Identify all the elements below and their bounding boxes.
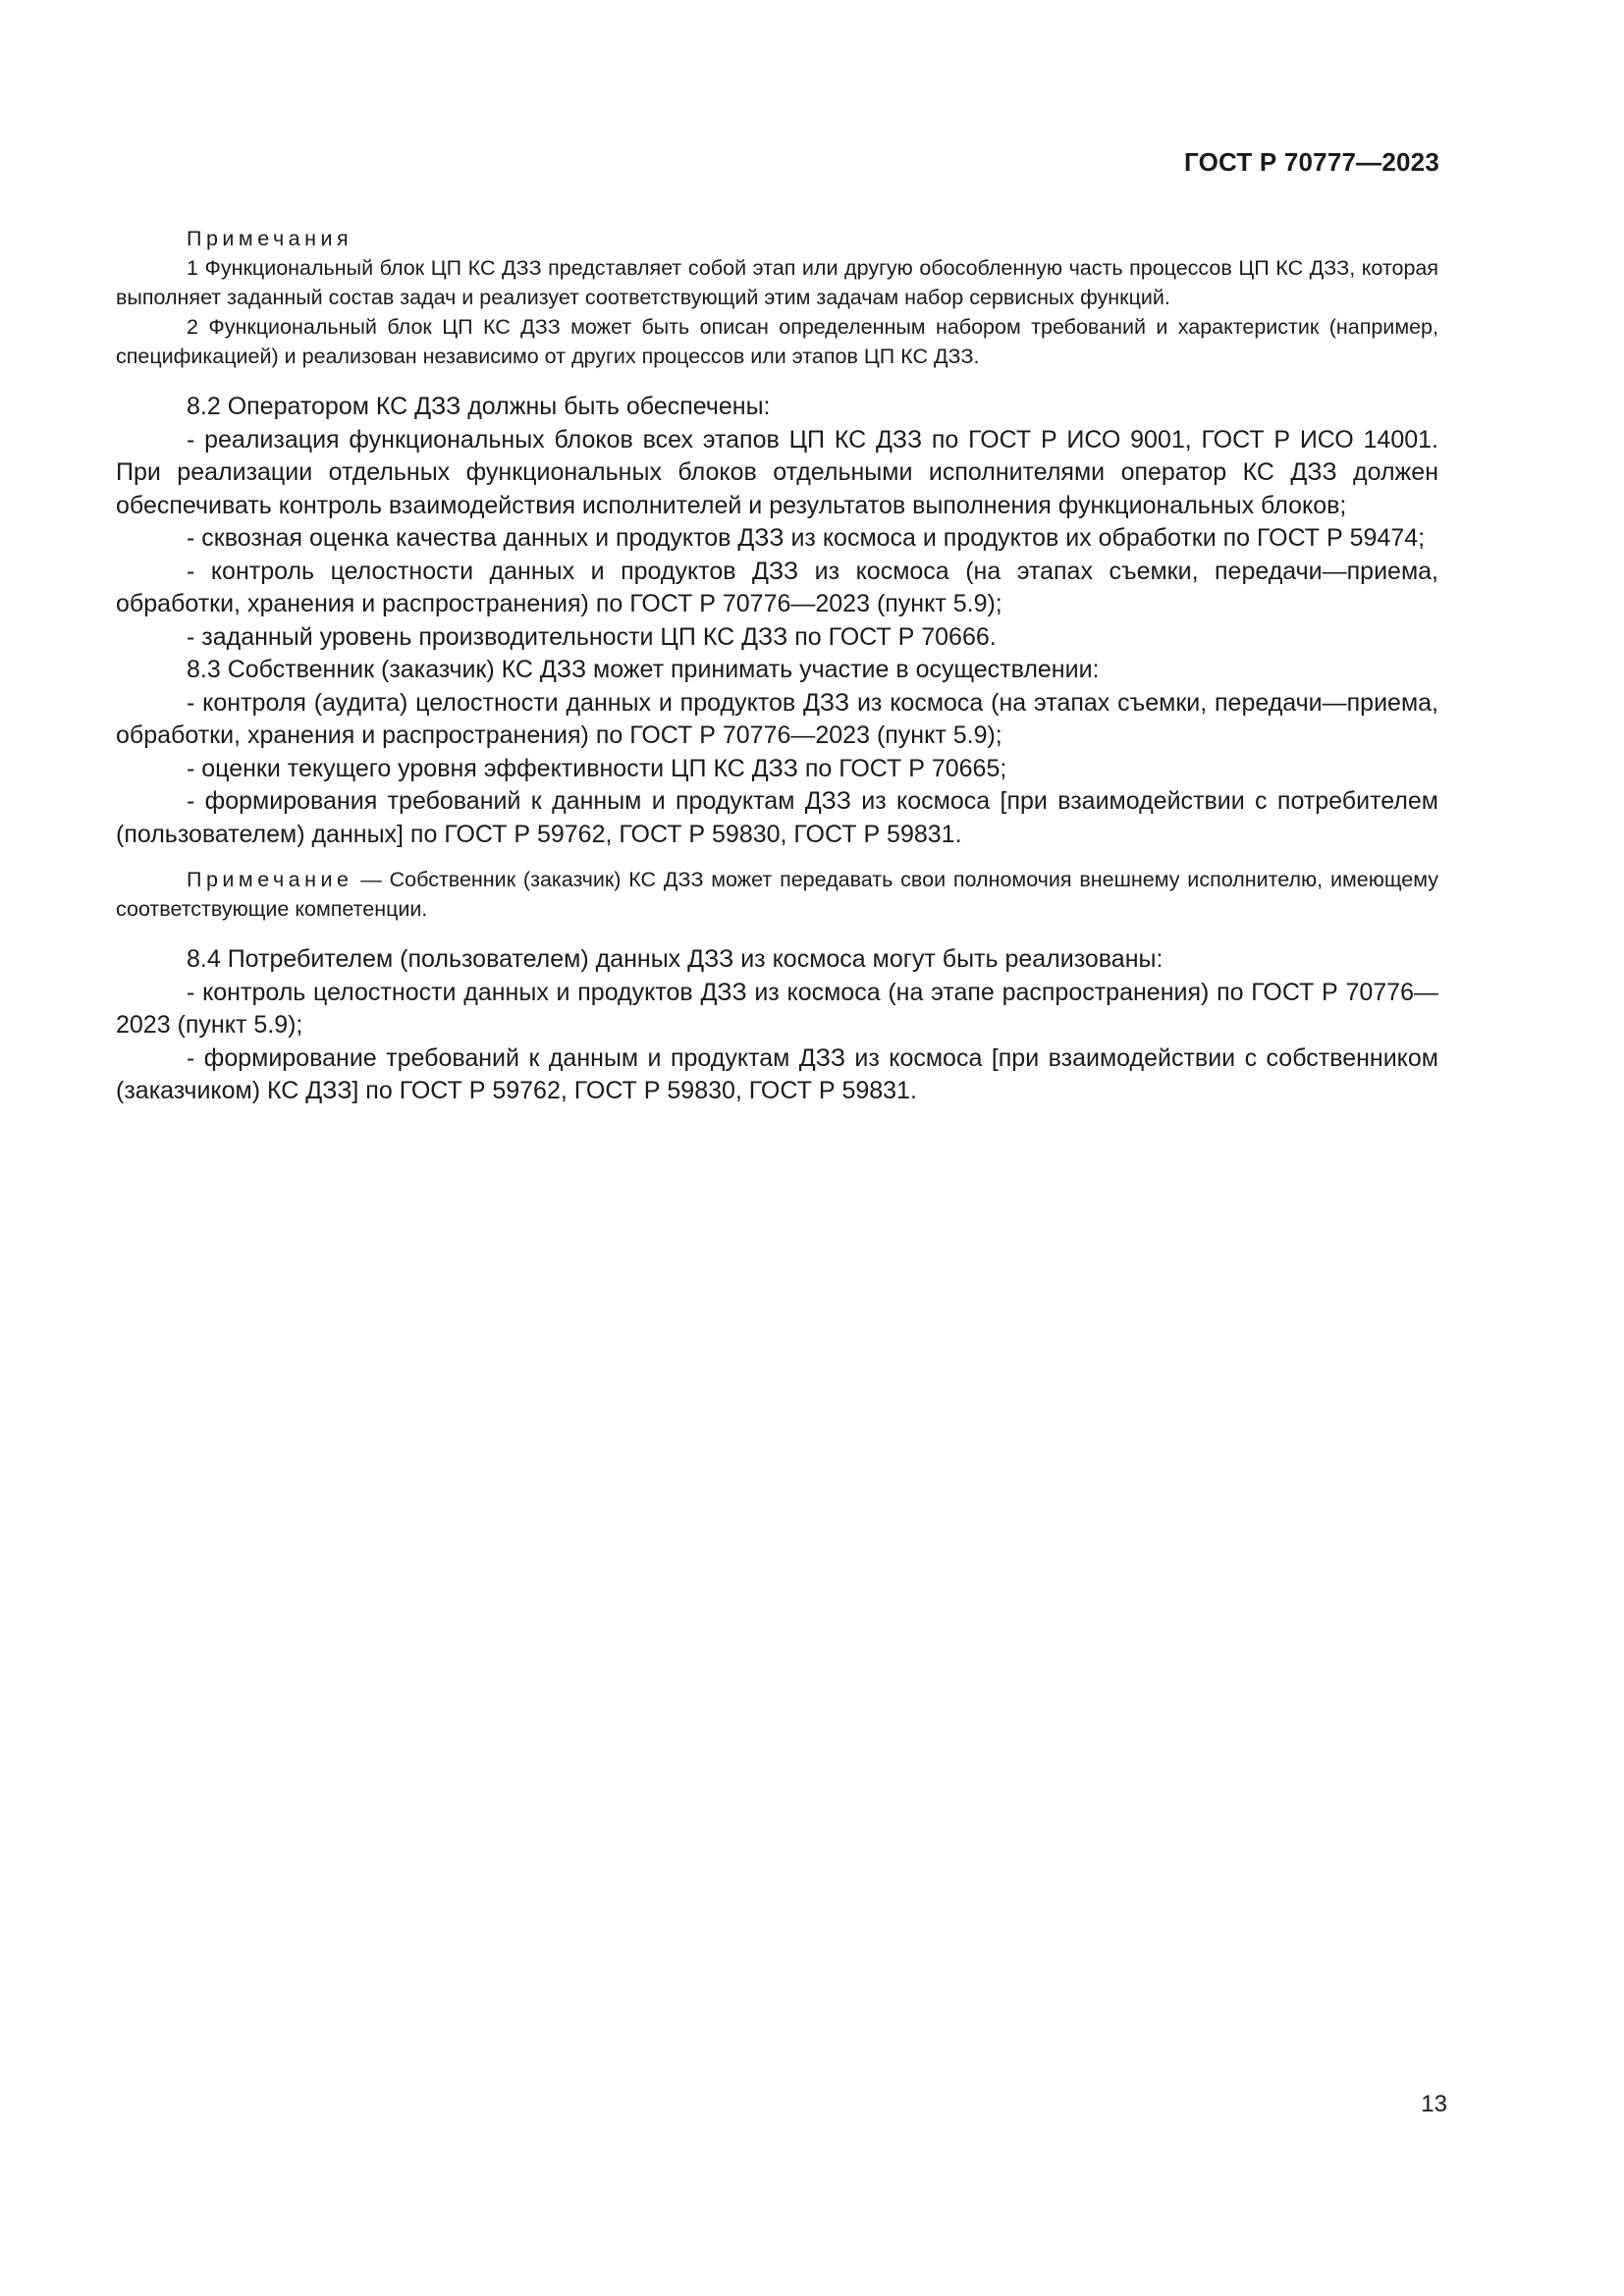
note-block-2 <box>116 865 1438 924</box>
section-8-3-item-1: - контроля (аудита) целостности данных и продуктов ДЗЗ из космоса (на этапах съемки, передачи—приема, обработки, хранения и распространения) по ГОСТ Р 70776—2023 (пункт 5.9); <box>116 688 1438 749</box>
notes-block <box>116 224 1438 371</box>
note-2-heading: Примечание <box>187 868 353 891</box>
note-2-text: Собственник (заказчик) КС ДЗЗ может передавать свои полномочия внешнему исполнителю, имеющему соответствующие компетенции. <box>116 868 1439 921</box>
section-8-2-item-1: - реализация функциональных блоков всех этапов ЦП КС ДЗЗ по ГОСТ Р ИСО 9001, ГОСТ Р ИСО 14001. При реализации отдельных функциональных блоков отдельными исполнителями оператор КС ДЗЗ должен обеспечивать контроль взаимодействия исполнителей и результатов выполнения функциональных блоков; <box>116 425 1438 519</box>
note-2-separator: — <box>352 868 390 891</box>
section-8-4 <box>116 943 1438 1108</box>
note-item-1: 1 Функциональный блок ЦП КС ДЗЗ представляет собой этап или другую обособленную часть процессов ЦП КС ДЗЗ, которая выполняет заданный состав задач и реализует соответствующий этим задачам набор сервисных функций. <box>116 256 1438 309</box>
section-8-2-item-2: - сквозная оценка качества данных и продуктов ДЗЗ из космоса и продуктов их обработки по ГОСТ Р 59474; <box>187 524 1426 552</box>
section-8-2 <box>116 391 1438 851</box>
note-2-paragraph <box>116 865 1438 924</box>
note-item-2: 2 Функциональный блок ЦП КС ДЗЗ может быть описан определенным набором требований и характеристик (например, спецификацией) и реализован независимо от других процессов или этапов ЦП КС ДЗЗ. <box>116 315 1438 368</box>
section-8-2-intro: 8.2 Оператором КС ДЗЗ должны быть обеспечены: <box>187 393 771 420</box>
section-8-3-intro: 8.3 Собственник (заказчик) КС ДЗЗ может принимать участие в осуществлении: <box>187 656 1100 683</box>
page-number: 13 <box>1421 2091 1447 2117</box>
section-8-3-item-3: - формирования требований к данным и продуктам ДЗЗ из космоса [при взаимодействии с потребителем (пользователем) данных] по ГОСТ Р 59762, ГОСТ Р 59830, ГОСТ Р 59831. <box>116 787 1438 848</box>
section-8-4-item-2: - формирование требований к данным и продуктам ДЗЗ из космоса [при взаимодействии с собственником (заказчиком) КС ДЗЗ] по ГОСТ Р 59762, ГОСТ Р 59830, ГОСТ Р 59831. <box>116 1043 1438 1104</box>
section-8-2-item-4: - заданный уровень производительности ЦП КС ДЗЗ по ГОСТ Р 70666. <box>187 622 997 651</box>
document-body <box>116 224 1438 1108</box>
notes-heading: Примечания <box>187 227 353 250</box>
section-8-4-item-1: - контроль целостности данных и продуктов ДЗЗ из космоса (на этапе распространения) по ГОСТ Р 70776—2023 (пункт 5.9); <box>116 978 1438 1039</box>
document-code: ГОСТ Р 70777—2023 <box>1184 147 1439 177</box>
section-8-2-item-3: - контроль целостности данных и продуктов ДЗЗ из космоса (на этапах съемки, передачи—приема, обработки, хранения и распространения) по ГОСТ Р 70776—2023 (пункт 5.9); <box>116 557 1438 617</box>
section-8-3-item-2: - оценки текущего уровня эффективности ЦП КС ДЗЗ по ГОСТ Р 70665; <box>187 754 1007 782</box>
section-8-4-intro: 8.4 Потребителем (пользователем) данных ДЗЗ из космоса могут быть реализованы: <box>187 945 1164 973</box>
